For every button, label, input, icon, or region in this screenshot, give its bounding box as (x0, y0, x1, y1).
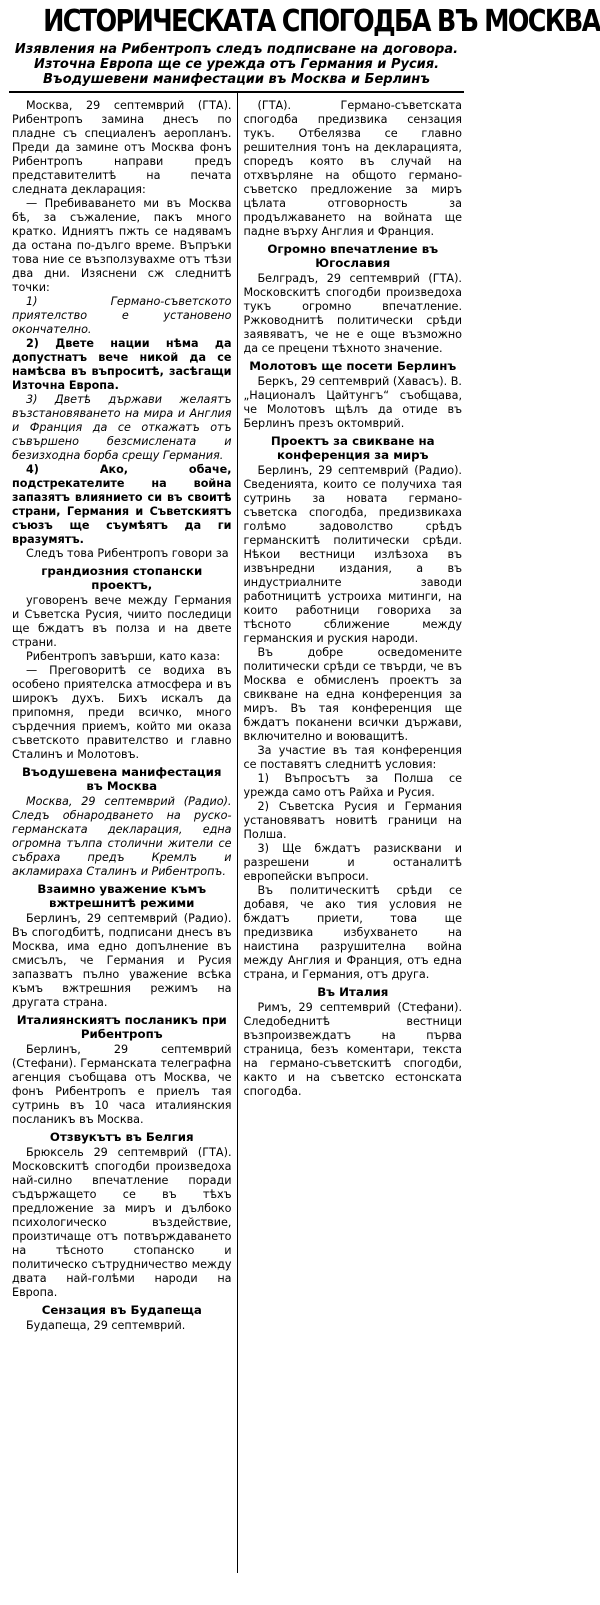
section-heading: Взаимно уважение къмъ вжтрешнитѣ режими (37, 882, 207, 910)
paragraph: Рибентропъ завърши, като каза: (26, 650, 221, 663)
paragraph: Москва, 29 септемврий (ГТА). Рибентропъ замина днесъ по пладне съ специаленъ аеропланъ. Преди да замине отъ Москва фонъ Рибентропъ направи предъ представителитѣ на печата следната декларация: (12, 99, 232, 196)
paragraph: Белградъ, 29 септемврий (ГТА). Московскитѣ спогодби произведоха тукъ огромно впечатление. Ржководнитѣ политически срѣди заявяватъ, че не е още възможно да се прецени тѣхното значение. (243, 272, 462, 355)
subheadline: Изявления на Рибентропъ следъ подписване на договора. Източна Европа ще се урежда отъ Германия и Русия. Въодушевени манифестации въ Москва и Берлинъ (14, 42, 459, 87)
section-heading: Молотовъ ще посети Берлинъ (249, 359, 457, 373)
article-columns (9, 93, 464, 1573)
paragraph: Римъ, 29 септемврий (Стефани). Следобеднитѣ вестници възпроизвеждатъ на първа страница, безъ коментари, текста на германо-съветскитѣ спогодби, както и на съветско естонската спогодба. (243, 1001, 462, 1098)
right-column (237, 93, 465, 1573)
left-column (9, 93, 237, 1573)
paragraph: Берлинъ, 29 септемврий (Радио). Сведенията, които се получиха тая сутринь за новата германо-съветска спогодба, предизвикаха голѣмо задоволство срѣдъ германскитѣ политически срѣди. Нѣкои вестници излѣзоха въ извънредни издания, а въ индустриалните заводи работницитѣ устроиха митинги, на които работници говориха за тѣсното сближение между германския и руския народи. (243, 464, 462, 645)
condition-3: 3) Ще бждатъ разисквани и разрешени и останалитѣ европейски въпроси. (243, 842, 462, 883)
section-heading: Италиянскиятъ посланикъ при Рибентропъ (16, 1013, 227, 1041)
condition-2: 2) Съветска Русия и Германия установяватъ новитѣ граници на Полша. (243, 800, 462, 841)
section-heading: Сензация въ Будапеща (41, 1303, 202, 1317)
paragraph: (ГТА). Германо-съветската спогодба предизвика сензация тукъ. Отбелязва се главно решителния тонъ на декларацията, споредъ която въ случай на отхвърляне на общото германо-съветско предложение за миръ цѣлата отговорность за продължаването на войната ще падне върху Англия и Франция. (243, 99, 462, 238)
paragraph: Въ политическитѣ срѣди се добавя, че ако тия условия не бждатъ приети, това ще предизвика избухването на наистина разрушителна война между Англия и Франция, отъ една страна, и Германия, отъ друга. (243, 884, 462, 981)
section-heading: Въ Италия (317, 985, 389, 999)
paragraph: — Пребиваването ми въ Москва бѣ, за съжаление, пакъ много кратко. Идниятъ пжть се надявамъ да остана по-дълго време. Въпръки това ние се възползувахме отъ тѣзи два дни. Изяснени сж следнитѣ точки: (12, 197, 232, 294)
condition-1: 1) Въпросътъ за Полша се урежда само отъ Райха и Русия. (243, 772, 462, 799)
section-heading: Проектъ за свикване на конференция за миръ (270, 434, 435, 462)
point-4: 4) Ако, обаче, подстрекателите на война запазятъ влиянието си въ своитѣ страни, Германия и Съветскиятъ съюзъ ще съумѣятъ да ги вразумятъ. (12, 463, 232, 546)
paragraph: Берлинъ, 29 септемврий (Стефани). Германската телеграфна агенция съобщава отъ Москва, че фонъ Рибентропъ е приелъ тая сутринь въ 10 часа италиянския посланикъ въ Москва. (12, 1043, 232, 1126)
point-3: 3) Дветѣ държави желаятъ възстановяването на мира и Англия и Франция да се откажатъ отъ съвършено безсмислената и безизходна борба срещу Германия. (12, 393, 232, 462)
section-heading: Въодушевена манифестация въ Москва (22, 765, 222, 793)
inline-heading: грандиозния стопански проектъ, (41, 564, 203, 592)
paragraph: Будапеща, 29 септемврий. (26, 1319, 186, 1332)
paragraph: За участие въ тая конференция се поставятъ следнитѣ условия: (243, 744, 462, 771)
paragraph: — Преговоритѣ се водиха въ особено приятелска атмосфера и въ широкъ духъ. Бихъ искалъ да припомня, преди всичко, много сърдечния приемъ, който ми оказа съветското правителство и главно Сталинъ и Молотовъ. (12, 664, 232, 761)
paragraph: уговоренъ вече между Германия и Съветска Русия, чиито последици ще бждатъ въ полза и на двете страни. (12, 594, 232, 649)
paragraph: Москва, 29 септемврий (Радио). Следъ обнародването на руско-германската декларация, една огромна тълпа столични жители се събраха предъ Кремлъ и акламираха Сталинъ и Рибентропъ. (12, 795, 232, 878)
paragraph: Беркъ, 29 септемврий (Хавасъ). В. „Националъ Цайтунгъ“ съобщава, че Молотовъ щѣлъ да отиде въ Берлинъ презъ октомврий. (243, 375, 462, 430)
point-1: 1) Германо-съветското приятелство е установено окончателно. (12, 295, 232, 336)
paragraph: Брюксель 29 септемврий (ГТА). Московскитѣ спогодби произведоха най-силно впечатление поради съдържащето се въ тѣхъ предложение за миръ и дълбоко психологическо въздействие, произтичаще отъ потвърждаването на тѣсното стопанско и политическо сътрудничество между двата най-голѣми народи на Европа. (12, 1146, 232, 1299)
point-2: 2) Двете нации нѣма да допустнатъ вече никой да се намѣсва въ въпроситѣ, засѣгащи Източна Европа. (12, 337, 232, 392)
paragraph: Следъ това Рибентропъ говори за (26, 547, 229, 560)
headline: ИСТОРИЧЕСКАТА СПОГОДБА ВЪ МОСКВА (43, 4, 600, 39)
paragraph: Берлинъ, 29 септемврий (Радио). Въ спогодбитѣ, подписани днесъ въ Москва, има едно допълнение въ смисълъ, че Германия и Русия запазватъ пълно уважение всѣка къмъ вжтрешния режимъ на другата страна. (12, 912, 232, 1009)
paragraph: Въ добре осведомените политически срѣди се твърди, че въ Москва е обмисленъ проектъ за свикване на една конференция за миръ. Въ тая конференция ще бждатъ поканени всички държави, включително и воюващитѣ. (243, 646, 462, 743)
section-heading: Отзвукътъ въ Белгия (49, 1130, 194, 1144)
section-heading: Огромно впечатление въ Югославия (267, 242, 439, 270)
